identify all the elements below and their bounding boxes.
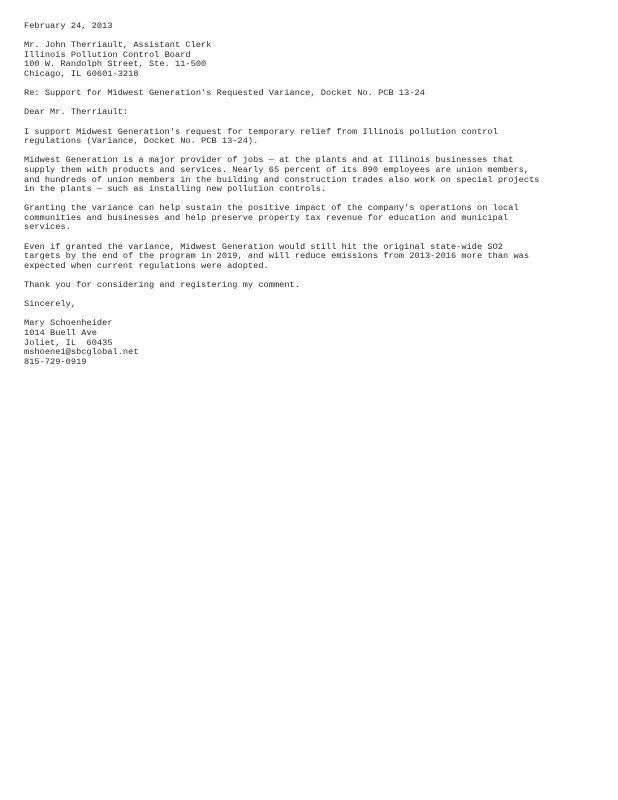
letter-body — [24, 22, 594, 367]
recipient-address — [24, 41, 594, 79]
paragraph-4 — [24, 243, 594, 272]
signature-email: mshoene1@sbcglobal.net — [24, 347, 139, 358]
closing: Sincerely, — [24, 299, 77, 310]
paragraph-line: regulations (Variance, Docket No. PCB 13-24). — [24, 136, 259, 147]
paragraph-line: targets by the end of the program in 2019, and will reduce emissions from 2013-2016 more than was — [24, 251, 530, 262]
paragraph-5 — [24, 281, 594, 291]
paragraph-line: supply them with products and services. Nearly 65 percent of its 890 employees are union members, — [24, 164, 530, 175]
salutation: Dear Mr. Therriault: — [24, 107, 129, 118]
paragraph-line: I support Midwest Generation's request for temporary relief from Illinois pollution control — [24, 126, 498, 137]
paragraph-line: Granting the variance can help sustain the positive impact of the company's operations on local — [24, 203, 519, 214]
paragraph-2 — [24, 156, 594, 194]
signature-street: 1014 Buell Ave — [24, 328, 97, 338]
paragraph-line: Thank you for considering and registering my comment. — [24, 280, 300, 291]
letter-date: February 24, 2013 — [24, 21, 113, 31]
recipient-line: Chicago, IL 60601-3218 — [24, 68, 139, 79]
recipient-line: 100 W. Randolph Street, Ste. 11-500 — [24, 59, 207, 70]
paragraph-3 — [24, 204, 594, 233]
paragraph-line: expected when current regulations were adopted. — [24, 260, 269, 271]
signature-phone: 815-729-0919 — [24, 356, 87, 367]
recipient-line: Mr. John Therriault, Assistant Clerk — [24, 40, 212, 51]
spacer — [24, 291, 594, 301]
signature-city: Joliet, IL 60435 — [24, 337, 113, 348]
signature-block — [24, 319, 594, 367]
paragraph-line: in the plants — such as installing new pollution controls. — [24, 184, 327, 195]
paragraph-line: Midwest Generation is a major provider of jobs — at the plants and at Illinois businesses that — [24, 155, 514, 166]
recipient-line: Illinois Pollution Control Board — [24, 49, 191, 60]
signature-name: Mary Schoenheider — [24, 318, 113, 329]
paragraph-line: communities and businesses and help preserve property tax revenue for education and municipal — [24, 212, 509, 223]
paragraph-line: Even if granted the variance, Midwest Generation would still hit the original state-wide SO2 — [24, 241, 504, 252]
paragraph-line: and hundreds of union members in the building and construction trades also work on special projects — [24, 174, 540, 185]
paragraph-1 — [24, 128, 594, 147]
paragraph-line: services. — [24, 222, 71, 233]
subject-line: Re: Support for Midwest Generation's Requested Variance, Docket No. PCB 13-24 — [24, 88, 425, 99]
